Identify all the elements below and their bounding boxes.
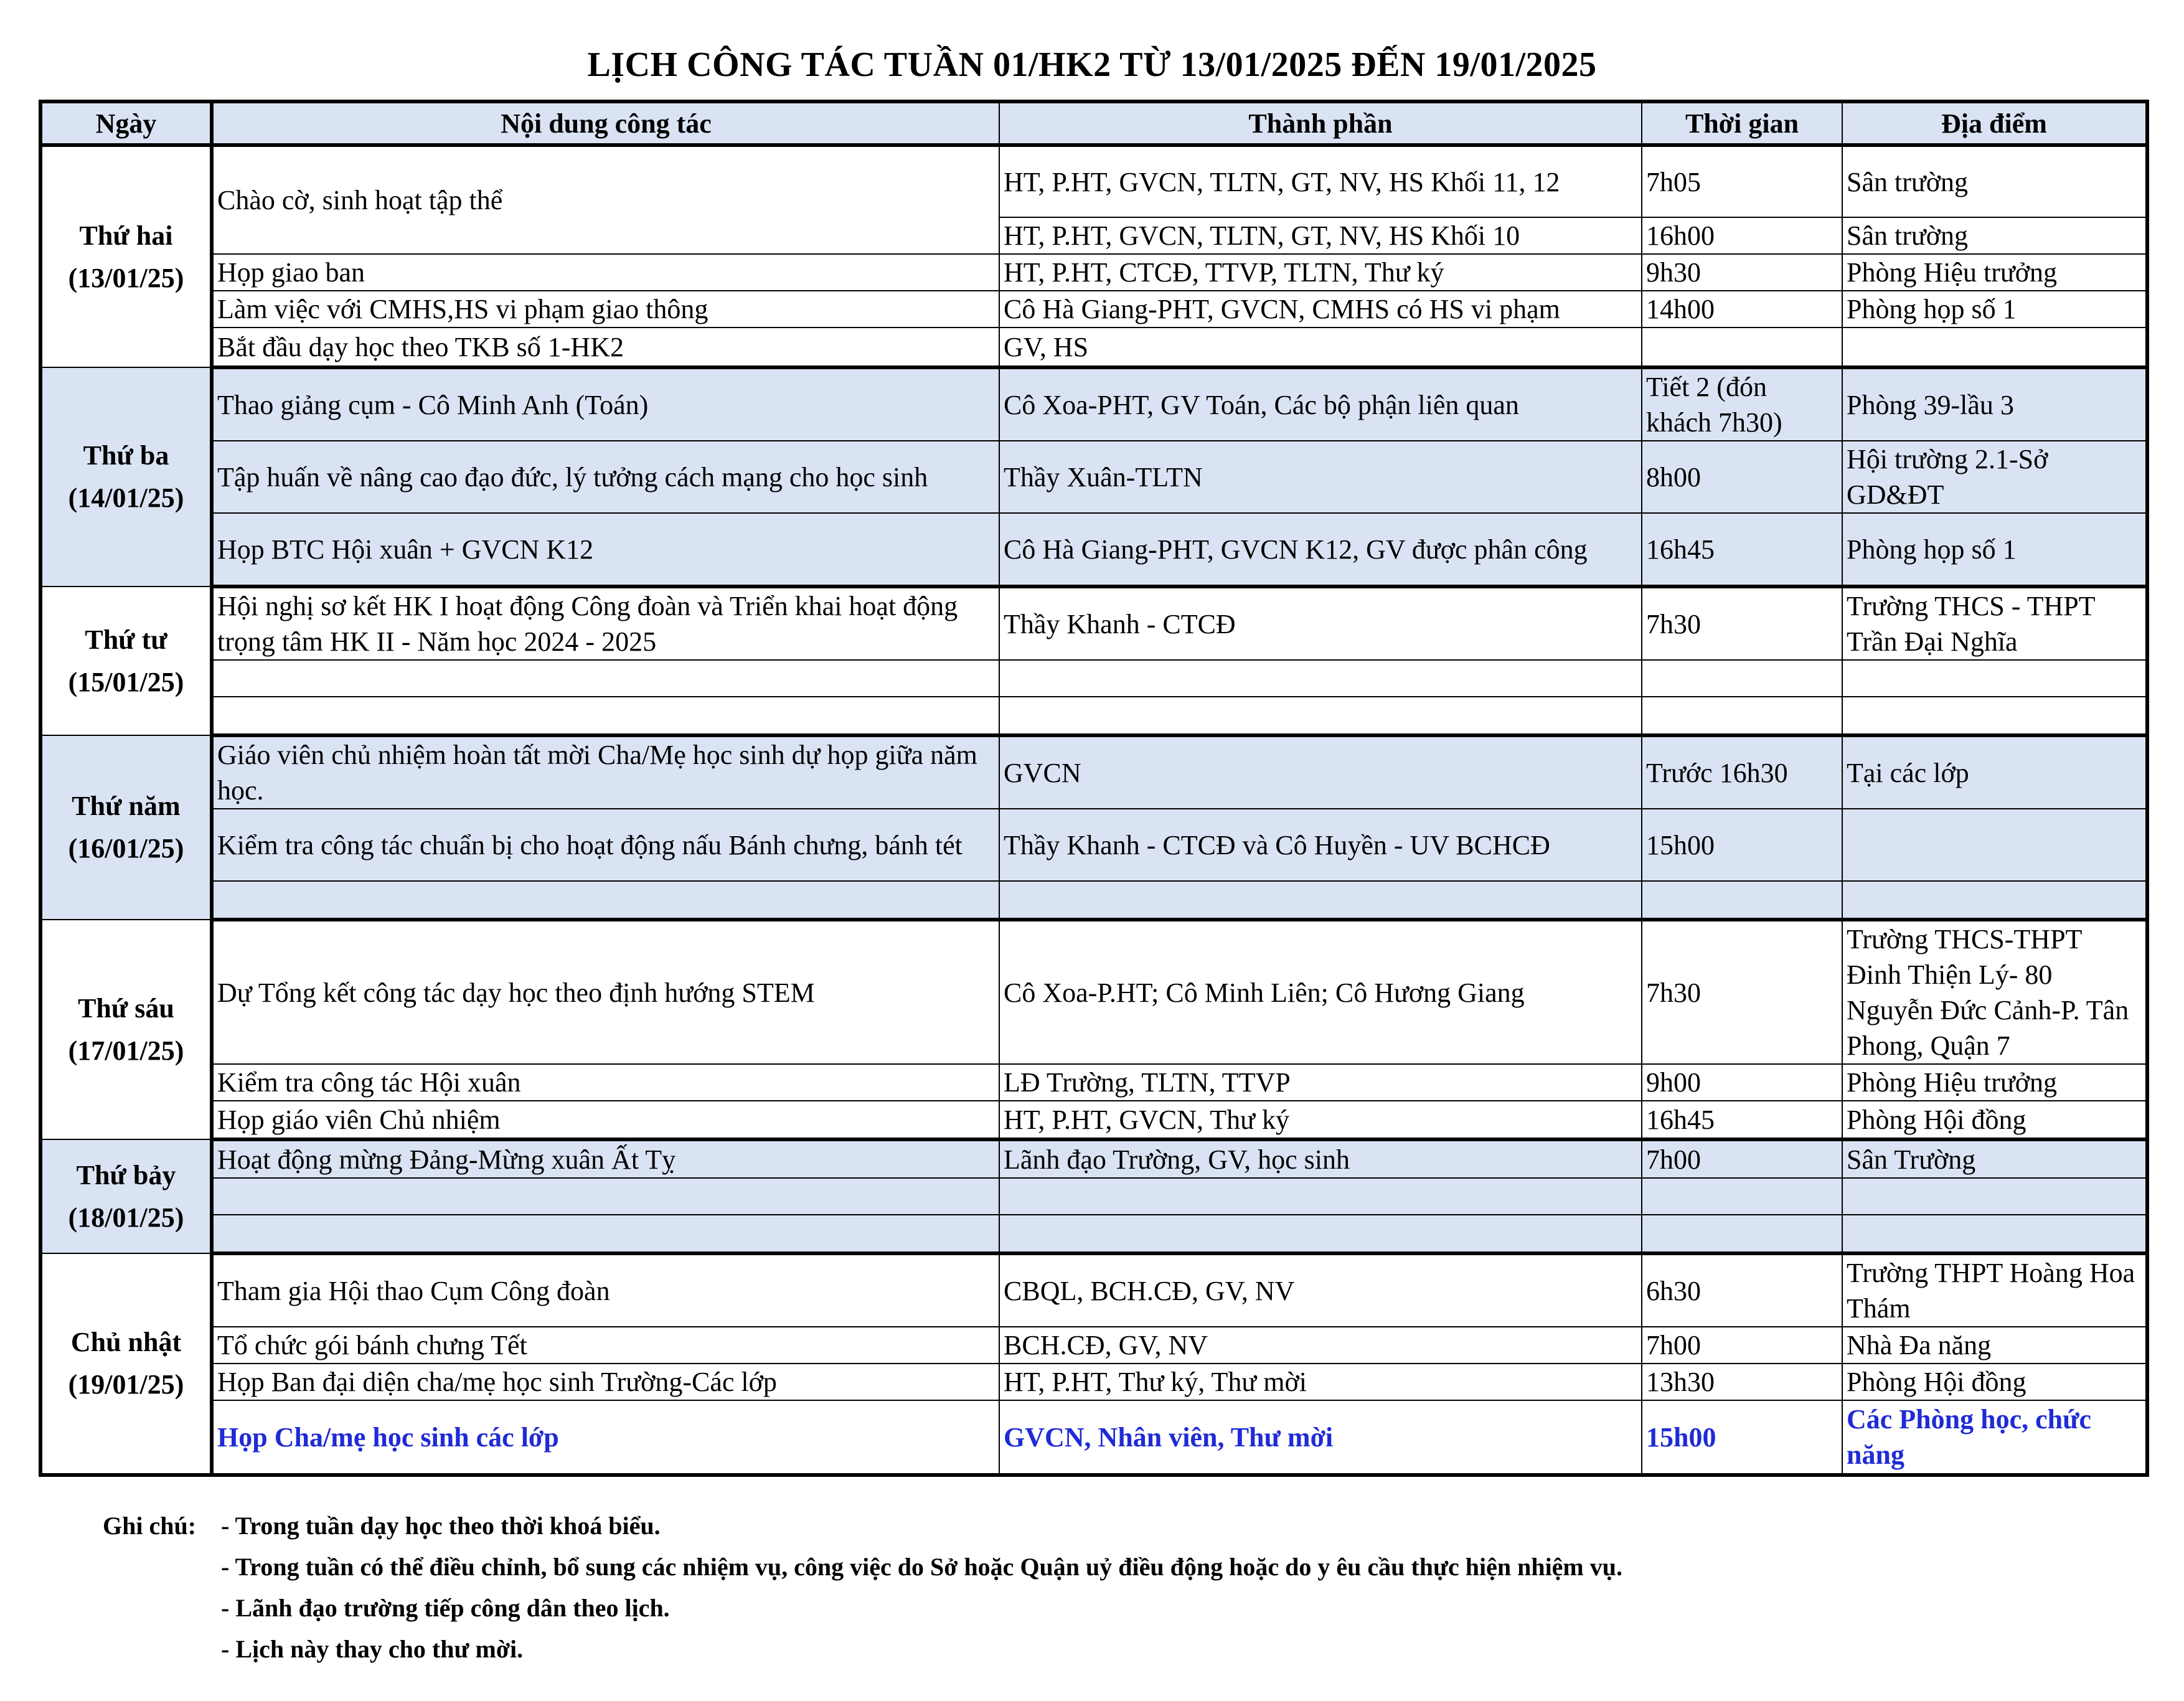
members-cell: CBQL, BCH.CĐ, GV, NV (999, 1253, 1642, 1327)
time-cell (1642, 327, 1842, 367)
members-cell: GVCN (999, 735, 1642, 809)
members-cell: HT, P.HT, Thư ký, Thư mời (999, 1364, 1642, 1400)
day-name: Thứ sáu (78, 992, 174, 1024)
table-row (40, 1327, 2147, 1364)
time-cell: Trước 16h30 (1642, 735, 1842, 809)
notes-list (103, 1505, 1622, 1670)
content-cell (212, 660, 999, 697)
place-cell: Trường THPT Hoàng Hoa Thám (1842, 1253, 2147, 1327)
time-cell: 15h00 (1642, 1400, 1842, 1475)
header-row (40, 101, 2147, 145)
content-cell: Hoạt động mừng Đảng-Mừng xuân Ất Tỵ (212, 1139, 999, 1178)
time-cell (1642, 1178, 1842, 1215)
place-cell (1842, 697, 2147, 735)
content-cell: Thao giảng cụm - Cô Minh Anh (Toán) (212, 367, 999, 441)
table-row (40, 367, 2147, 441)
content-cell: Dự Tổng kết công tác dạy học theo định hướng STEM (212, 920, 999, 1064)
content-cell: Hội nghị sơ kết HK I hoạt động Công đoàn và Triển khai hoạt động trọng tâm HK II - Năm học 2024 - 2025 (212, 587, 999, 660)
table-row (40, 660, 2147, 697)
place-cell: Phòng Hội đồng (1842, 1364, 2147, 1400)
note-item: - Trong tuần dạy học theo thời khoá biểu. (221, 1512, 661, 1540)
table-row (40, 1178, 2147, 1215)
day-cell (40, 735, 212, 920)
time-cell: 7h00 (1642, 1327, 1842, 1364)
members-cell (999, 881, 1642, 920)
content-cell (212, 881, 999, 920)
table-row (40, 513, 2147, 587)
notes-section (103, 1505, 1622, 1670)
header-members: Thành phần (999, 101, 1642, 145)
time-cell (1642, 1215, 1842, 1253)
table-row (40, 1215, 2147, 1253)
time-cell: Tiết 2 (đón khách 7h30) (1642, 367, 1842, 441)
members-cell (999, 697, 1642, 735)
time-cell: 7h05 (1642, 145, 1842, 217)
day-date: (17/01/25) (68, 1035, 184, 1066)
place-cell: Các Phòng học, chức năng (1842, 1400, 2147, 1475)
day-date: (14/01/25) (68, 483, 184, 513)
place-cell: Phòng Hội đồng (1842, 1101, 2147, 1139)
table-row (40, 809, 2147, 881)
content-cell: Giáo viên chủ nhiệm hoàn tất mời Cha/Mẹ học sinh dự họp giữa năm học. (212, 735, 999, 809)
time-cell: 16h45 (1642, 1101, 1842, 1139)
time-cell: 16h45 (1642, 513, 1842, 587)
members-cell: Cô Hà Giang-PHT, GVCN, CMHS có HS vi phạm (999, 291, 1642, 327)
content-cell: Họp giao ban (212, 254, 999, 291)
place-cell: Phòng Hiệu trưởng (1842, 254, 2147, 291)
place-cell: Hội trường 2.1-Sở GD&ĐT (1842, 441, 2147, 513)
members-cell: HT, P.HT, GVCN, Thư ký (999, 1101, 1642, 1139)
time-cell: 9h30 (1642, 254, 1842, 291)
content-cell: Chào cờ, sinh hoạt tập thể (212, 145, 999, 254)
day-cell (40, 1253, 212, 1475)
members-cell: Cô Hà Giang-PHT, GVCN K12, GV được phân công (999, 513, 1642, 587)
time-cell: 14h00 (1642, 291, 1842, 327)
members-cell: HT, P.HT, GVCN, TLTN, GT, NV, HS Khối 11, 12 (999, 145, 1642, 217)
table-row (40, 697, 2147, 735)
table-row (40, 145, 2147, 217)
note-item: - Trong tuần có thể điều chỉnh, bổ sung các nhiệm vụ, công việc do Sở hoặc Quận uỷ điều động hoặc do y êu cầu thực hiện nhiệm vụ. (221, 1553, 1622, 1581)
content-cell: Kiểm tra công tác Hội xuân (212, 1064, 999, 1101)
table-row (40, 327, 2147, 367)
members-cell: GV, HS (999, 327, 1642, 367)
table-row (40, 1101, 2147, 1139)
day-date: (13/01/25) (68, 262, 184, 293)
header-time: Thời gian (1642, 101, 1842, 145)
table-row (40, 1253, 2147, 1327)
header-place: Địa điểm (1842, 101, 2147, 145)
day-name: Chủ nhật (70, 1327, 182, 1357)
time-cell: 9h00 (1642, 1064, 1842, 1101)
place-cell: Tại các lớp (1842, 735, 2147, 809)
place-cell: Phòng Hiệu trưởng (1842, 1064, 2147, 1101)
content-cell (212, 1215, 999, 1253)
content-cell: Kiểm tra công tác chuẩn bị cho hoạt động nấu Bánh chưng, bánh tét (212, 809, 999, 881)
header-day: Ngày (40, 101, 212, 145)
day-date: (19/01/25) (68, 1369, 184, 1400)
place-cell (1842, 327, 2147, 367)
day-cell (40, 587, 212, 735)
content-cell (212, 697, 999, 735)
members-cell: GVCN, Nhân viên, Thư mời (999, 1400, 1642, 1475)
table-row (40, 1064, 2147, 1101)
place-cell: Phòng họp số 1 (1842, 513, 2147, 587)
members-cell: Cô Xoa-P.HT; Cô Minh Liên; Cô Hương Giang (999, 920, 1642, 1064)
content-cell: Họp Cha/mẹ học sinh các lớp (212, 1400, 999, 1475)
time-cell (1642, 697, 1842, 735)
time-cell: 6h30 (1642, 1253, 1842, 1327)
place-cell: Sân Trường (1842, 1139, 2147, 1178)
page-title: LỊCH CÔNG TÁC TUẦN 01/HK2 TỪ 13/01/2025 ĐẾN 19/01/2025 (587, 45, 1597, 84)
members-cell: Thầy Xuân-TLTN (999, 441, 1642, 513)
day-name: Thứ năm (72, 791, 181, 821)
members-cell (999, 1215, 1642, 1253)
members-cell: Thầy Khanh - CTCĐ (999, 587, 1642, 660)
note-item: - Lãnh đạo trường tiếp công dân theo lịch. (221, 1594, 670, 1622)
day-date: (16/01/25) (68, 833, 184, 864)
day-cell (40, 1139, 212, 1253)
time-cell: 7h00 (1642, 1139, 1842, 1178)
table-row (40, 441, 2147, 513)
content-cell: Họp giáo viên Chủ nhiệm (212, 1101, 999, 1139)
table-row (40, 1364, 2147, 1400)
time-cell: 16h00 (1642, 217, 1842, 254)
time-cell: 8h00 (1642, 441, 1842, 513)
time-cell: 7h30 (1642, 587, 1842, 660)
table-row (40, 735, 2147, 809)
table-row (40, 254, 2147, 291)
place-cell (1842, 660, 2147, 697)
day-name: Thứ hai (79, 220, 173, 251)
table-row (40, 920, 2147, 1064)
day-cell (40, 145, 212, 367)
schedule-table (39, 100, 2149, 1477)
table-row (40, 881, 2147, 920)
place-cell: Phòng 39-lầu 3 (1842, 367, 2147, 441)
place-cell (1842, 881, 2147, 920)
content-cell (212, 1178, 999, 1215)
table-row (40, 1139, 2147, 1178)
place-cell: Sân trường (1842, 145, 2147, 217)
content-cell: Tổ chức gói bánh chưng Tết (212, 1327, 999, 1364)
members-cell: Lãnh đạo Trường, GV, học sinh (999, 1139, 1642, 1178)
members-cell (999, 1178, 1642, 1215)
place-cell: Phòng họp số 1 (1842, 291, 2147, 327)
notes-label: Ghi chú: (103, 1512, 197, 1540)
members-cell: LĐ Trường, TLTN, TTVP (999, 1064, 1642, 1101)
members-cell: BCH.CĐ, GV, NV (999, 1327, 1642, 1364)
members-cell: HT, P.HT, CTCĐ, TTVP, TLTN, Thư ký (999, 254, 1642, 291)
table-row (40, 1400, 2147, 1475)
time-cell: 13h30 (1642, 1364, 1842, 1400)
content-cell: Bắt đầu dạy học theo TKB số 1-HK2 (212, 327, 999, 367)
content-cell: Họp Ban đại diện cha/mẹ học sinh Trường-Các lớp (212, 1364, 999, 1400)
place-cell: Trường THCS - THPT Trần Đại Nghĩa (1842, 587, 2147, 660)
day-cell (40, 920, 212, 1139)
place-cell (1842, 1215, 2147, 1253)
day-date: (18/01/25) (68, 1202, 184, 1233)
note-item: - Lịch này thay cho thư mời. (221, 1635, 524, 1663)
time-cell: 15h00 (1642, 809, 1842, 881)
members-cell: HT, P.HT, GVCN, TLTN, GT, NV, HS Khối 10 (999, 217, 1642, 254)
time-cell (1642, 881, 1842, 920)
place-cell: Trường THCS-THPT Đinh Thiện Lý- 80 Nguyễn Đức Cảnh-P. Tân Phong, Quận 7 (1842, 920, 2147, 1064)
place-cell (1842, 809, 2147, 881)
day-name: Thứ tư (85, 624, 167, 655)
time-cell (1642, 660, 1842, 697)
place-cell: Sân trường (1842, 217, 2147, 254)
place-cell: Nhà Đa năng (1842, 1327, 2147, 1364)
content-cell: Tham gia Hội thao Cụm Công đoàn (212, 1253, 999, 1327)
place-cell (1842, 1178, 2147, 1215)
day-date: (15/01/25) (68, 666, 184, 697)
content-cell: Tập huấn về nâng cao đạo đức, lý tưởng cách mạng cho học sinh (212, 441, 999, 513)
day-cell (40, 367, 212, 587)
time-cell: 7h30 (1642, 920, 1842, 1064)
header-content: Nội dung công tác (212, 101, 999, 145)
members-cell: Thầy Khanh - CTCĐ và Cô Huyền - UV BCHCĐ (999, 809, 1642, 881)
members-cell: Cô Xoa-PHT, GV Toán, Các bộ phận liên quan (999, 367, 1642, 441)
content-cell: Họp BTC Hội xuân + GVCN K12 (212, 513, 999, 587)
content-cell: Làm việc với CMHS,HS vi phạm giao thông (212, 291, 999, 327)
day-name: Thứ bảy (76, 1159, 176, 1190)
day-name: Thứ ba (83, 440, 169, 471)
members-cell (999, 660, 1642, 697)
table-row (40, 291, 2147, 327)
table-row (40, 587, 2147, 660)
